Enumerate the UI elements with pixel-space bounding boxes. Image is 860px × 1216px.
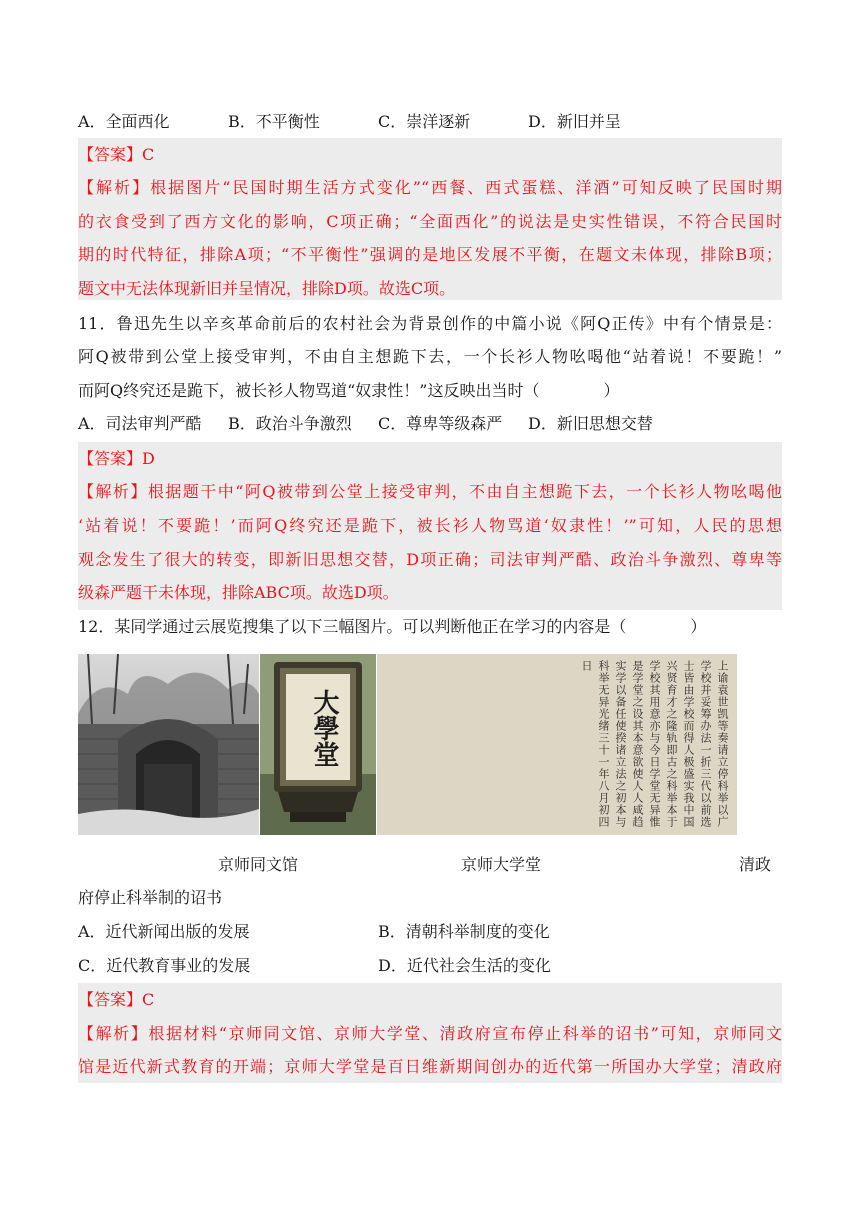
answer-tag: 【答案】 bbox=[78, 145, 143, 164]
q10-analysis-line-4: 题文中无法体现新旧并呈情况，排除D项。故选C项。 bbox=[78, 279, 456, 298]
q10-analysis-line-3: 期的时代特征，排除A项；“不平衡性”强调的是地区发展不平衡，在题文未体现，排除B项； bbox=[78, 245, 782, 264]
caption-edict-continued: 府停止科举制的诏书 bbox=[78, 888, 223, 907]
q11-option-d: D．新旧思想交替 bbox=[528, 414, 653, 433]
q12-option-c: C．近代教育事业的发展 bbox=[78, 956, 251, 975]
analysis-tag: 【解析】 bbox=[78, 482, 148, 501]
q11-option-a: A．司法审判严酷 bbox=[78, 414, 202, 433]
q11-stem-line-1: 11．鲁迅先生以辛亥革命前后的农村社会为背景创作的中篇小说《阿Q正传》中有个情景是： bbox=[78, 314, 782, 333]
q11-analysis-line-1 bbox=[78, 482, 782, 502]
analysis-tag: 【解析】 bbox=[78, 1024, 149, 1043]
analysis-text: 根据材料“京师同文馆、京师大学堂、清政府宣布停止科举的诏书”可知，京师同文 bbox=[148, 1024, 782, 1043]
q10-answer-line bbox=[78, 145, 154, 165]
caption-daxuetang: 京师大学堂 bbox=[461, 855, 542, 874]
answer-value: C bbox=[142, 990, 155, 1009]
q10-analysis-line-1 bbox=[78, 178, 782, 198]
q11-analysis-line-4: 级森严题干未体现，排除ABC项。故选D项。 bbox=[78, 583, 399, 602]
answer-tag: 【答案】 bbox=[78, 990, 143, 1009]
q11-option-c: C．尊卑等级森严 bbox=[378, 414, 503, 433]
q12-stem: 12．某同学通过云展览搜集了以下三幅图片。可以判断他正在学习的内容是（ ） bbox=[78, 617, 707, 636]
analysis-text: 根据题干中“阿Q被带到公堂上接受审判，不由自主想跪下去，一个长衫人物吆喝他 bbox=[147, 482, 782, 501]
caption-tongwenguan: 京师同文馆 bbox=[218, 855, 299, 874]
q12-option-a: A．近代新闻出版的发展 bbox=[78, 922, 250, 941]
q10-option-a: A．全面西化 bbox=[78, 112, 170, 131]
analysis-text: 根据图片“民国时期生活方式变化”“西餐、西式蛋糕、洋酒”可知反映了民国时期 bbox=[150, 178, 782, 197]
edict-document-photo bbox=[377, 654, 737, 835]
plaque-text: 大學堂 bbox=[309, 689, 339, 767]
analysis-tag: 【解析】 bbox=[78, 178, 151, 197]
q12-option-d: D．近代社会生活的变化 bbox=[378, 956, 551, 975]
q11-option-b: B．政治斗争激烈 bbox=[228, 414, 352, 433]
tongwenguan-photo bbox=[78, 654, 259, 835]
caption-edict-start: 清政 bbox=[739, 855, 772, 874]
q11-stem-line-2: 阿Q被带到公堂上接受审判，不由自主想跪下去，一个长衫人物吆喝他“站着说！不要跪！” bbox=[78, 347, 782, 366]
answer-value: C bbox=[142, 145, 155, 164]
q12-answer-line bbox=[78, 990, 154, 1010]
answer-tag: 【答案】 bbox=[78, 449, 143, 468]
q10-analysis-line-2: 的衣食受到了西方文化的影响，C项正确；“全面西化”的说法是史实性错误，不符合民国时 bbox=[78, 212, 782, 231]
answer-value: D bbox=[142, 449, 155, 468]
q11-analysis-line-3: 观念发生了很大的转变，即新旧思想交替，D项正确；司法审判严酷、政治斗争激烈、尊卑等 bbox=[78, 550, 782, 569]
q10-option-b: B．不平衡性 bbox=[228, 112, 320, 131]
q11-stem-line-3: 而阿Q终究还是跪下，被长衫人物骂道“奴隶性！”这反映出当时（ ） bbox=[78, 381, 620, 400]
q12-analysis-line-1 bbox=[78, 1024, 782, 1044]
q12-option-b: B．清朝科举制度的变化 bbox=[378, 922, 550, 941]
gate-photo-illustration bbox=[78, 654, 259, 835]
daxuetang-plaque-photo bbox=[260, 654, 376, 835]
q10-option-c: C．崇洋逐新 bbox=[378, 112, 471, 131]
q10-option-d: D．新旧并呈 bbox=[528, 112, 621, 131]
q11-answer-line bbox=[78, 449, 155, 469]
q12-analysis-line-2: 馆是近代新式教育的开端；京师大学堂是百日维新期间创办的近代第一所国办大学堂；清政府 bbox=[78, 1057, 782, 1076]
q11-analysis-line-2: ‘站着说！不要跪！’而阿Q终究还是跪下，被长衫人物骂道‘奴隶性！’”可知，人民的思想 bbox=[78, 516, 782, 535]
edict-text: 上谕袁世凯等奏请立停科举以广学校并妥筹办法一折三代以前选士皆由学校而得人极盛实我中国兴贤育才之隆轨即古之科举本于学校其用意亦与今日学堂无异惟是学堂之设其本意欲使人人咸趋实学以备任使揆诸立法之初本与科举无异光绪三十一年八月初四日 bbox=[580, 660, 729, 828]
